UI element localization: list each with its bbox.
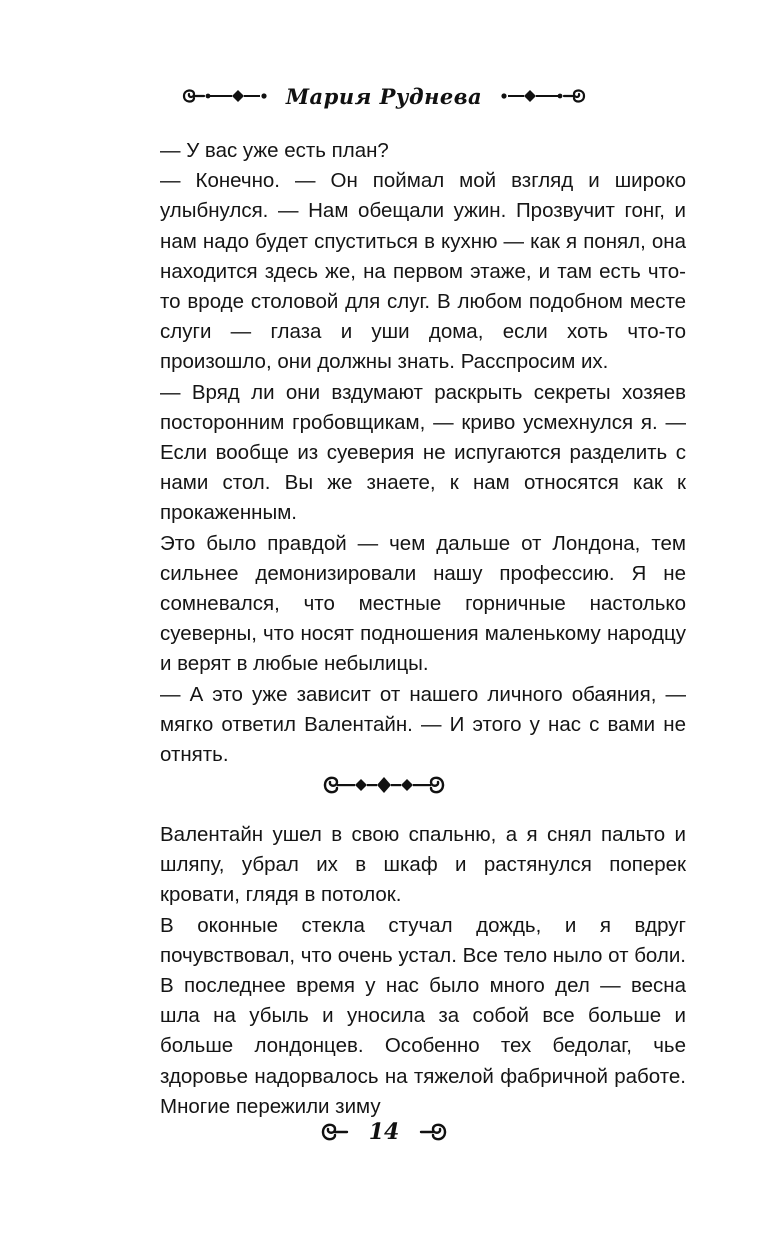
left-flourish-icon <box>180 84 272 108</box>
text-block-1 <box>160 136 686 770</box>
paragraph: — Вряд ли они вздумают раскрыть секреты хозяев посторонним гробовщикам, — криво усмехнулся я. — Если вообще из суеверия не испугаются разделить с нами стол. Вы же знаете, к нам относятся как к прокаженным. <box>160 380 686 525</box>
section-separator <box>0 768 768 802</box>
folio-right-flourish-icon <box>417 1118 449 1146</box>
page-folio <box>0 1112 768 1152</box>
running-head-author: Мария Руднева <box>285 83 483 109</box>
paragraph: Валентайн ушел в свою спальню, а я снял пальто и шляпу, убрал их в шкаф и растянулся поперек кровати, глядя в потолок. <box>160 823 686 907</box>
right-flourish-icon <box>496 84 588 108</box>
paragraph: — Конечно. — Он поймал мой взгляд и широко улыбнулся. — Нам обещали ужин. Прозвучит гонг, и нам надо будет спуститься в кухню — как я понял, она находится здесь же, на первом этаже, и там есть что-то вроде столовой для слуг. В любом подобном месте слуги — глаза и уши дома, если хоть что-то произошло, они должны знать. Расспросим их. <box>160 169 686 374</box>
ornamental-divider-icon <box>319 770 449 800</box>
running-head <box>0 78 768 114</box>
paragraph: Это было правдой — чем дальше от Лондона, тем сильнее демонизировали нашу профессию. Я не сомневался, что местные горничные настолько суеверны, что носят подношения маленькому народцу и верят в любые небылицы. <box>160 531 686 676</box>
paragraph: — А это уже зависит от нашего личного обаяния, — мягко ответил Валентайн. — И этого у нас с вами не отнять. <box>160 682 686 767</box>
paragraph: — У вас уже есть план? <box>160 139 389 162</box>
paragraph: В оконные стекла стучал дождь, и я вдруг почувствовал, что очень устал. Все тело ныло от боли. В последнее время у нас было много дел — весна шла на убыль и уносила за собой все больше и больше лондонцев. Особенно тех бедолаг, чье здоровье надорвалось на тяжелой фабричной работе. Многие пережили зиму <box>160 913 686 1118</box>
text-block-2 <box>160 820 686 1122</box>
page-number: 14 <box>368 1119 400 1145</box>
folio-left-flourish-icon <box>319 1118 351 1146</box>
